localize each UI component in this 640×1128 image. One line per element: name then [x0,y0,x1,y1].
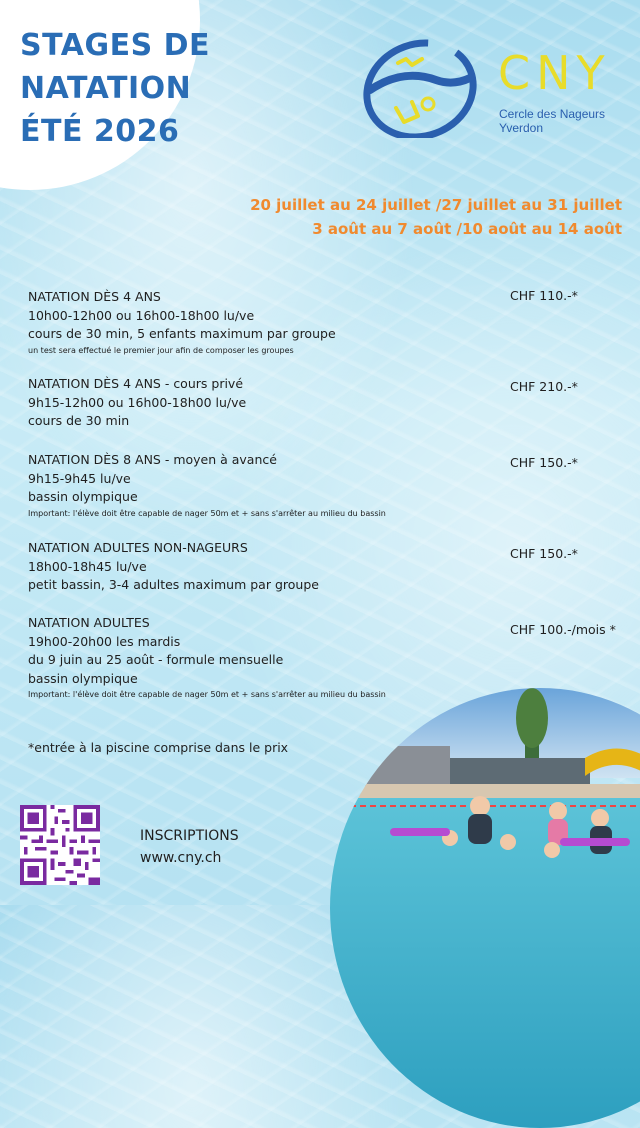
cny-logo[interactable] [358,38,620,138]
course-schedule: 19h00-20h00 les mardis [28,633,181,649]
dates-line-2: 3 août au 7 août /10 août au 14 août [312,220,622,238]
dates-line-1: 20 juillet au 24 juillet /27 juillet au 31 juillet [250,196,622,214]
course-price: CHF 150.-* [510,455,578,470]
course-block [28,375,488,431]
logo-subtitle: Cercle des Nageurs Yverdon [499,107,606,135]
course-note: un test sera effectué le premier jour afin de composer les groupes [28,345,294,355]
session-dates [250,193,622,241]
title-line-1: STAGES DE [20,28,211,63]
course-schedule: 9h15-12h00 ou 16h00-18h00 lu/ve [28,394,247,410]
qr-code[interactable] [20,805,100,885]
course-block [28,614,488,701]
course-details: petit bassin, 3-4 adultes maximum par groupe [28,577,319,592]
course-note: Important: l'élève doit être capable de nager 50m et + sans s'arrêter au milieu du bassin [28,690,386,699]
course-block [28,539,488,595]
course-price: CHF 150.-* [510,546,578,561]
course-note: Important: l'élève doit être capable de nager 50m et + sans s'arrêter au milieu du bassin [28,508,386,518]
course-block [28,288,488,357]
course-schedule: 9h15-9h45 lu/ve [28,470,131,486]
course-details: cours de 30 min, 5 enfants maximum par groupe [28,326,336,341]
course-title: NATATION DÈS 4 ANS - cours privé [28,376,244,391]
course-details: cours de 30 min [28,413,130,428]
course-extra: bassin olympique [28,670,138,686]
course-details: bassin olympique [28,489,138,504]
website-link[interactable]: www.cny.ch [140,850,222,866]
course-schedule: 18h00-18h45 lu/ve [28,558,147,574]
logo-name: CNY [498,46,611,100]
course-title: NATATION ADULTES NON-NAGEURS [28,540,248,555]
page-title [20,24,210,153]
course-price: CHF 110.-* [510,288,578,303]
title-line-2: NATATION [20,71,192,106]
price-footnote: *entrée à la piscine comprise dans le prix [28,740,289,755]
pool-photo [330,688,640,1128]
course-title: NATATION ADULTES [28,615,150,630]
inscriptions-label: INSCRIPTIONS [140,828,239,844]
course-title: NATATION DÈS 8 ANS - moyen à avancé [28,452,277,467]
title-line-3: ÉTÉ 2026 [20,114,180,149]
swimmer-logo-icon [358,38,488,138]
course-title: NATATION DÈS 4 ANS [28,289,161,304]
course-details: du 9 juin au 25 août - formule mensuelle [28,652,284,667]
course-block [28,451,488,520]
course-price: CHF 100.-/mois * [510,622,616,637]
inscriptions-block [140,825,239,869]
course-price: CHF 210.-* [510,379,578,394]
course-schedule: 10h00-12h00 ou 16h00-18h00 lu/ve [28,307,255,323]
